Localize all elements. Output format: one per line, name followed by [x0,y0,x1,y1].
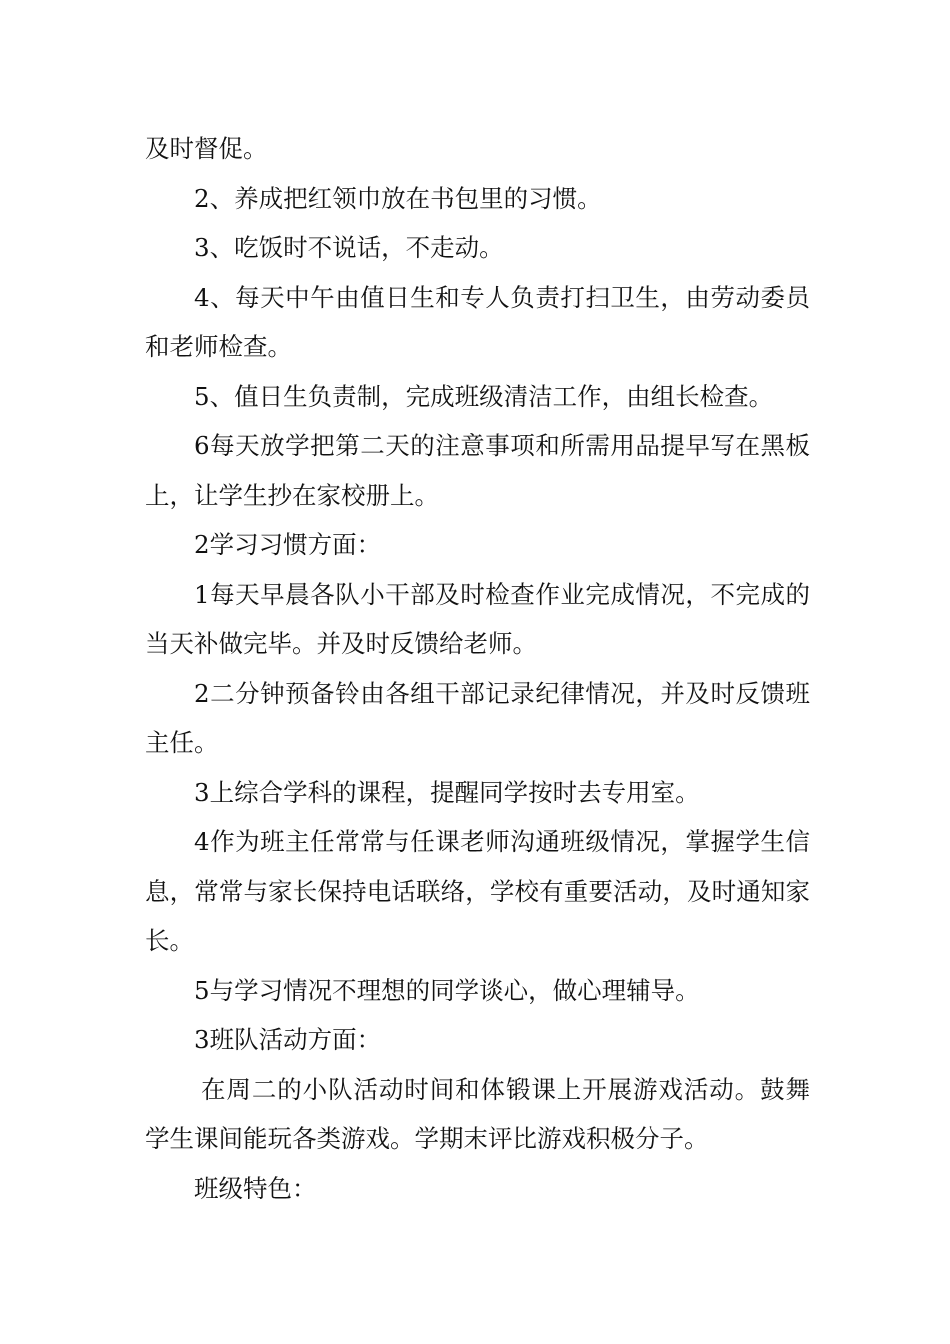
paragraph-item-2: 2、养成把红领巾放在书包里的习惯。 [194,183,602,213]
section-heading-study-habits: 2学习习惯方面： [194,530,382,559]
paragraph-item-6: 6每天放学把第二天的注意事项和所需用品提早写在黑板上，让学生抄在家校册上。 [145,431,810,510]
paragraph-item-4: 4、每天中午由值日生和专人负责打扫卫生，由劳动委员和老师检查。 [145,282,810,361]
paragraph-study-5: 5与学习情况不理想的同学谈心，做心理辅导。 [194,975,700,1005]
paragraph-continuation: 及时督促。 [145,134,268,163]
paragraph-study-2: 2二分钟预备铃由各组干部记录纪律情况，并及时反馈班主任。 [145,678,810,757]
paragraph-study-1: 1每天早晨各队小干部及时检查作业完成情况，不完成的当天补做完毕。并及时反馈给老师。 [145,579,810,658]
paragraph-item-3: 3、吃饭时不说话，不走动。 [194,233,504,262]
document-page [145,124,810,1213]
paragraph-item-5: 5、值日生负责制，完成班级清洁工作，由组长检查。 [194,381,774,411]
paragraph-study-4: 4作为班主任常常与任课老师沟通班级情况，掌握学生信息，常常与家长保持电话联络，学校有重要活动，及时通知家长。 [145,827,810,955]
paragraph-activities: 在周二的小队活动时间和体锻课上开展游戏活动。鼓舞学生课间能玩各类游戏。学期末评比游戏积极分子。 [145,1074,810,1153]
section-heading-class-activities: 3班队活动方面： [194,1025,382,1054]
section-heading-class-features: 班级特色： [194,1173,317,1203]
paragraph-study-3: 3上综合学科的课程，提醒同学按时去专用室。 [194,777,700,807]
